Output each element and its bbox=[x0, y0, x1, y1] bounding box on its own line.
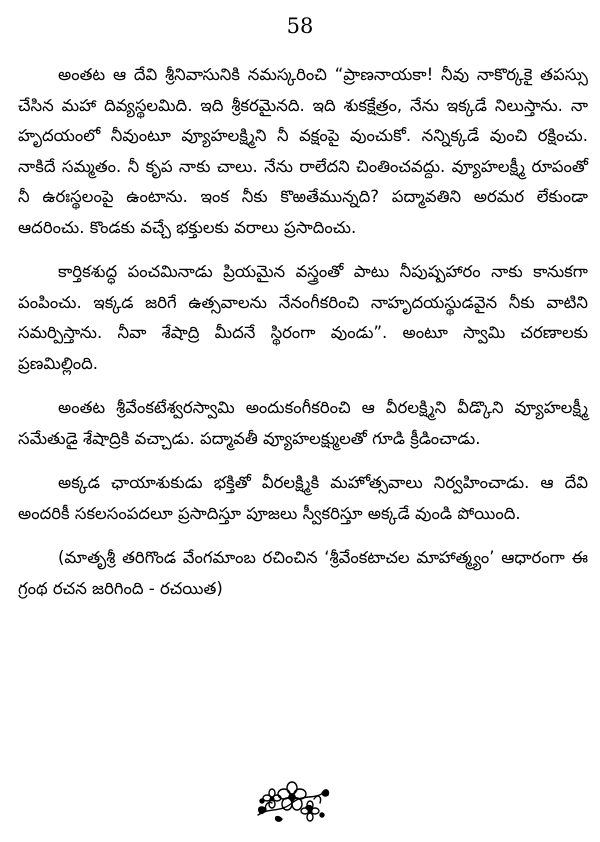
source-citation: (మాతృశ్రీ తరిగొండ వేంగమాంబ రచించిన ‘శ్రీవేంకటాచల మాహాత్మ్యం’ ఆధారంగా ఈ గ్రంథ రచన జరిగింది - రచయిత) bbox=[18, 548, 588, 598]
paragraph: అంతట శ్రీవేంకటేశ్వరస్వామి అందుకంగీకరించి ఆ వీరలక్ష్మిని వీడ్కొని వ్యూహలక్ష్మీ సమేతుడై శేషాద్రికి వచ్చాడు. పద్మావతీ వ్యూహలక్ష్ములతో గూడి క్రీడించాడు. bbox=[18, 398, 588, 448]
body-text bbox=[18, 60, 588, 618]
paragraph: అక్కడ ఛాయాశుకుడు భక్తితో వీరలక్ష్మికి మహోత్సవాలు నిర్వహించాడు. ఆ దేవి అందరికీ సకలసంపదలూ ప్రసాదిస్తూ పూజలు స్వీకరిస్తూ అక్కడే వుండి పోయింది. bbox=[18, 473, 588, 523]
page-number: 58 bbox=[286, 14, 314, 38]
paragraph: కార్తికశుద్ధ పంచమినాడు ప్రియమైన వస్త్రంతో పాటు నీపుష్పహారం నాకు కానుకగా పంపించు. ఇక్కడ జరిగే ఉత్సవాలను నేనంగీకరించి నాహృదయస్థుడవైన నీకు వాటిని సమర్పిస్తాను. నీవా శేషాద్రి మీదనే స్థిరంగా వుండు”. అంటూ స్వామి చరణాలకు ప్రణమిల్లింది. bbox=[18, 262, 588, 373]
flower-vine-ornament-icon bbox=[252, 777, 332, 825]
paragraph: అంతట ఆ దేవి శ్రీనివాసునికి నమస్కరించి “ప్రాణనాయకా! నీవు నాకొర్కకై తపస్సు చేసిన మహా దివ్యస్థలమిది. ఇది శ్రీకరమైనది. ఇది శుకక్షేత్రం, నేను ఇక్కడే నిలుస్తాను. నా హృదయంలో నీవుంటూ వ్యూహలక్ష్మిని నీ వక్షంపై వుంచుకో. నన్నిక్కడే వుంచి రక్షించు. నాకిదే సమ్మతం. నీ కృప నాకు చాలు. నేను రాలేదని చింతించవద్దు. వ్యూహలక్ష్మీ రూపంతో నీ ఉరఃస్థలంపై ఉంటాను. ఇంక నీకు కొఱతేమున్నది? పద్మావతిని అరమర లేకుండా ఆదరించు. కొండకు వచ్చే భక్తులకు వరాలు ప్రసాదించు. bbox=[18, 65, 588, 237]
